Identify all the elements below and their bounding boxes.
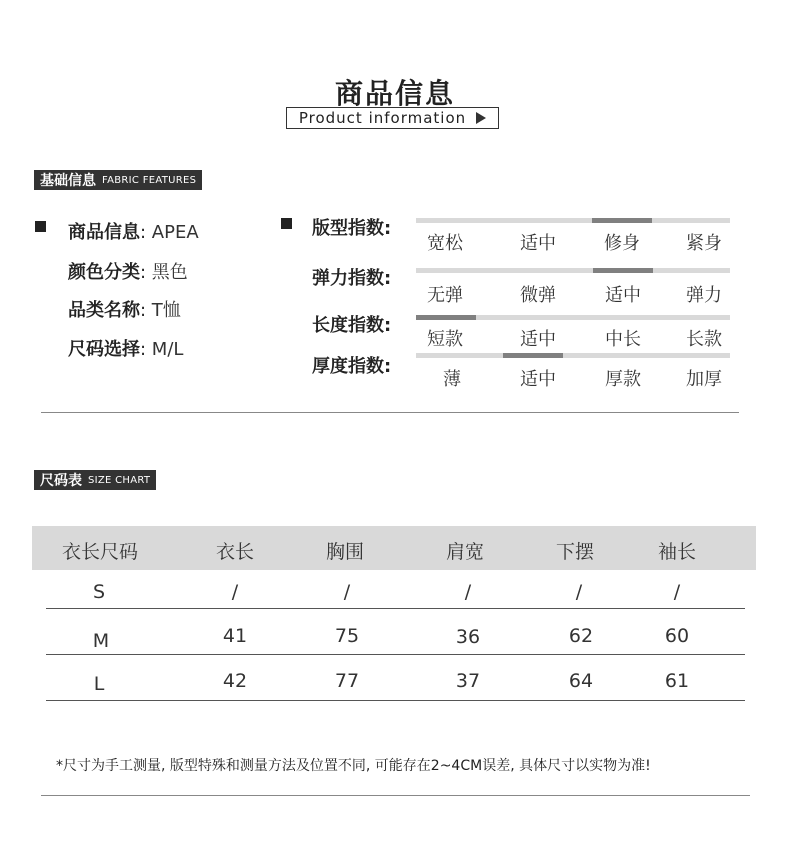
subtitle-text: Product information xyxy=(298,109,467,127)
index-thickness-option: 厚款 xyxy=(605,369,641,390)
index-thickness-option: 加厚 xyxy=(686,369,722,390)
info-product-value: APEA xyxy=(151,222,199,243)
table-cell: 61 xyxy=(664,670,690,692)
info-size-value: M/L xyxy=(151,339,184,360)
table-header-cell: 衣长尺码 xyxy=(61,541,138,563)
index-fit-track xyxy=(416,218,730,223)
index-fit-label: 版型指数: xyxy=(312,218,392,239)
info-color xyxy=(68,258,188,284)
table-row-divider xyxy=(46,654,745,655)
index-elastic-label: 弹力指数: xyxy=(312,268,392,289)
info-size-sep: : xyxy=(140,339,152,360)
info-color-sep: : xyxy=(140,262,152,283)
table-cell: 64 xyxy=(568,670,594,692)
index-length-label: 长度指数: xyxy=(312,315,392,336)
index-length-marker xyxy=(416,315,476,320)
table-cell: 42 xyxy=(222,670,248,692)
table-cell: / xyxy=(231,581,239,603)
table-cell: / xyxy=(464,581,472,603)
info-size-label: 尺码选择 xyxy=(68,339,140,360)
index-elastic-track xyxy=(416,268,730,273)
info-product-label: 商品信息 xyxy=(68,222,140,243)
info-product xyxy=(68,218,199,244)
info-color-value: 黑色 xyxy=(151,262,188,283)
index-fit-option: 紧身 xyxy=(686,233,722,254)
index-fit-option: 宽松 xyxy=(427,233,463,254)
table-cell: M xyxy=(92,630,110,652)
index-fit-marker xyxy=(592,218,652,223)
index-elastic-option: 适中 xyxy=(605,285,641,306)
bullet-icon xyxy=(281,218,292,229)
info-color-label: 颜色分类 xyxy=(68,262,140,283)
index-thickness-marker xyxy=(503,353,563,358)
table-cell: / xyxy=(575,581,583,603)
table-header-cell: 袖长 xyxy=(657,541,696,563)
index-length-option: 长款 xyxy=(686,329,722,350)
table-header-cell: 肩宽 xyxy=(445,541,484,563)
index-elastic-option: 无弹 xyxy=(427,285,463,306)
info-product-sep: : xyxy=(140,222,152,243)
index-elastic-option: 微弹 xyxy=(520,285,556,306)
index-length-option: 适中 xyxy=(520,329,556,350)
table-cell: S xyxy=(92,581,106,603)
size-chart-tag xyxy=(34,470,156,490)
info-size xyxy=(68,335,183,361)
table-cell: L xyxy=(93,673,105,695)
index-thickness-label: 厚度指数: xyxy=(312,356,392,377)
table-row-divider xyxy=(46,608,745,609)
index-elastic-marker xyxy=(593,268,653,273)
table-cell: 77 xyxy=(334,670,360,692)
size-chart-tag-cn: 尺码表 xyxy=(40,473,82,489)
page-title: 商品信息 xyxy=(334,77,455,110)
table-cell: 37 xyxy=(455,670,481,692)
bullet-icon xyxy=(35,221,46,232)
table-cell: / xyxy=(673,581,681,603)
section-divider xyxy=(41,412,739,413)
basic-info-tag xyxy=(34,170,202,190)
table-cell: 75 xyxy=(334,625,360,647)
index-thickness-track xyxy=(416,353,730,358)
measurement-note: *尺寸为手工测量, 版型特殊和测量方法及位置不同, 可能存在2~4CM误差, 具体尺寸以实物为准! xyxy=(56,758,651,774)
table-cell: 60 xyxy=(664,625,690,647)
table-header-cell: 胸围 xyxy=(325,541,364,563)
table-header-cell: 下摆 xyxy=(555,541,594,563)
index-elastic-option: 弹力 xyxy=(686,285,722,306)
info-category-sep: : xyxy=(140,300,152,321)
table-cell: / xyxy=(343,581,351,603)
subtitle-box xyxy=(286,107,499,129)
table-header-cell: 衣长 xyxy=(215,541,254,563)
table-cell: 41 xyxy=(222,625,248,647)
table-row-divider xyxy=(46,700,745,701)
size-chart-tag-en: SIZE CHART xyxy=(88,474,151,486)
play-icon xyxy=(476,112,486,124)
index-fit-option: 适中 xyxy=(520,233,556,254)
footer-divider xyxy=(41,795,750,796)
info-category-label: 品类名称 xyxy=(68,300,140,321)
info-category-value: T恤 xyxy=(151,300,181,321)
basic-info-tag-en: FABRIC FEATURES xyxy=(102,174,197,186)
table-cell: 36 xyxy=(455,626,481,648)
basic-info-tag-cn: 基础信息 xyxy=(40,173,96,189)
table-cell: 62 xyxy=(568,625,594,647)
index-thickness-option: 薄 xyxy=(443,369,461,390)
index-thickness-option: 适中 xyxy=(520,369,556,390)
index-length-option: 短款 xyxy=(427,329,463,350)
index-fit-option: 修身 xyxy=(604,233,640,254)
index-length-option: 中长 xyxy=(605,329,641,350)
info-category xyxy=(68,296,181,322)
